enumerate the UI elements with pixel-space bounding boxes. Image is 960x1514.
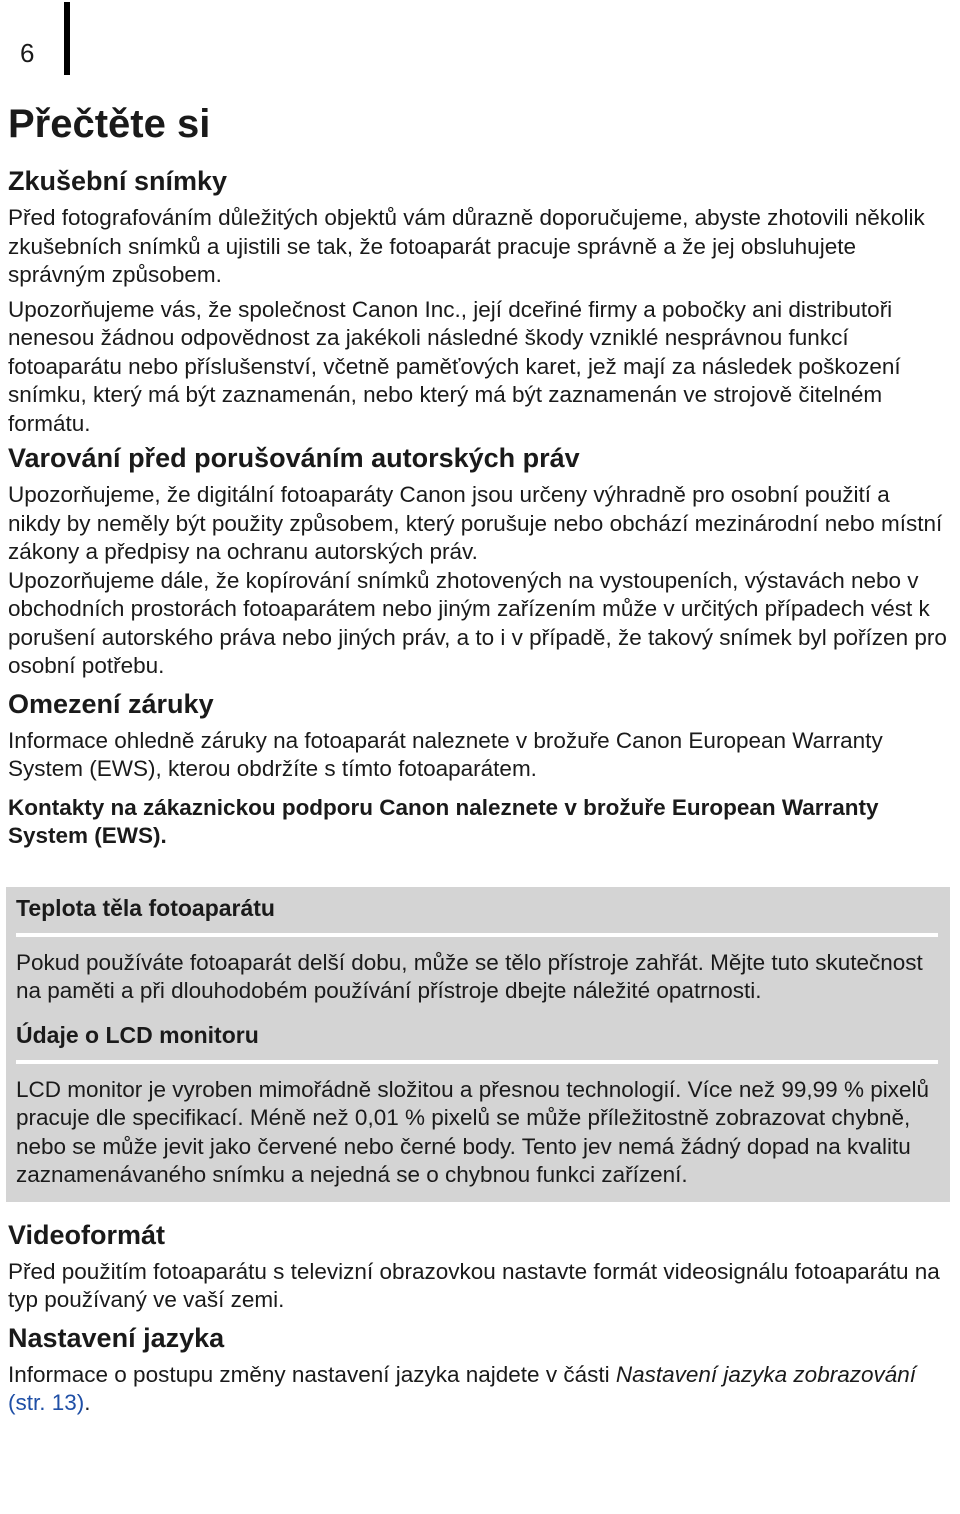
language-section-reference: Nastavení jazyka zobrazování — [615, 1361, 917, 1387]
video-format-paragraph: Před použitím fotoaparátu s televizní obrazovkou nastavte formát videosignálu fotoaparátu na typ používaný ve vaší zemi. — [8, 1258, 940, 1312]
info-box — [6, 887, 950, 1202]
heading-warranty: Omezení záruky — [8, 688, 214, 719]
copyright-paragraph-1: Upozorňujeme, že digitální fotoaparáty Canon jsou určeny výhradně pro osobní použití a nikdy by neměly být použity způsobem, který porušuje nebo obchází mezinárodní nebo místní zákony a předpisy na ochranu autorských práv. — [8, 482, 943, 564]
test-shots-paragraph-2: Upozorňujeme vás, že společnost Canon Inc., její dceřiné firmy a pobočky ani distributoři nenesou žádnou odpovědnost za jakékoli následné škody vzniklé nesprávnou funkcí fotoaparátu nebo příslušenství, včetně paměťových karet, jež mají za následek poškození snímku, který má být zaznamenán, nebo který má být zaznamenán ve strojově čitelném formátu. — [8, 296, 901, 436]
page-content — [8, 98, 948, 1418]
heading-lcd-monitor: Údaje o LCD monitoru — [16, 1021, 259, 1048]
lcd-monitor-text: LCD monitor je vyroben mimořádně složitou a přesnou technologií. Více než 99,99 % pixelů pracuje dle specifikací. Méně než 0,01 % pixelů se může příležitostně zobrazovat chybně, nebo se může jevit jako červené nebo černé body. Tento jev nemá žádný dopad na kvalitu zaznamenávaného snímku a nejedná se o chybnou funkci zařízení. — [16, 1076, 929, 1187]
copyright-paragraph-2: Upozorňujeme dále, že kopírování snímků zhotovených na vystoupeních, výstavách nebo v obchodních prostorách fotoaparátem nebo jiným zařízením může v určitých případech vést k porušení autorského práva nebo jiných práv, a to i v případě, že takový snímek byl pořízen pro osobní potřebu. — [8, 567, 947, 678]
page-number-bar — [64, 2, 70, 75]
warranty-paragraph-2: Kontakty na zákaznickou podporu Canon naleznete v brožuře European Warranty System (EWS). — [8, 794, 879, 848]
language-text: Informace o postupu změny nastavení jazyka najdete v části — [8, 1361, 616, 1387]
language-paragraph: Informace o postupu změny nastavení jazyka najdete v části Nastavení jazyka zobrazování (str. 13). — [8, 1361, 917, 1415]
camera-temperature-text: Pokud používáte fotoaparát delší dobu, může se tělo přístroje zahřát. Mějte tuto skutečnost na paměti a při dlouhodobém používání přístroje dbejte náležité opatrnosti. — [16, 949, 923, 1003]
heading-language: Nastavení jazyka — [8, 1322, 225, 1353]
test-shots-paragraph-1: Před fotografováním důležitých objektů vám důrazně doporučujeme, abyste zhotovili několik zkušebních snímků a ujistili se tak, že fotoaparát pracuje správně a že jej obsluhujete správným způsobem. — [8, 205, 925, 287]
heading-test-shots: Zkušební snímky — [8, 166, 228, 196]
heading-copyright: Varování před porušováním autorských práv — [8, 443, 580, 473]
heading-camera-temperature: Teplota těla fotoaparátu — [16, 894, 275, 921]
heading-video-format: Videoformát — [8, 1219, 166, 1250]
page-link-13[interactable]: (str. 13) — [8, 1390, 85, 1415]
page-title: Přečtěte si — [8, 102, 211, 146]
warranty-paragraph-1: Informace ohledně záruky na fotoaparát naleznete v brožuře Canon European Warranty System (EWS), kterou obdržíte s tímto fotoaparátem. — [8, 727, 883, 781]
page-number: 6 — [20, 38, 35, 68]
box-divider — [16, 933, 938, 937]
box-divider — [16, 1060, 938, 1064]
